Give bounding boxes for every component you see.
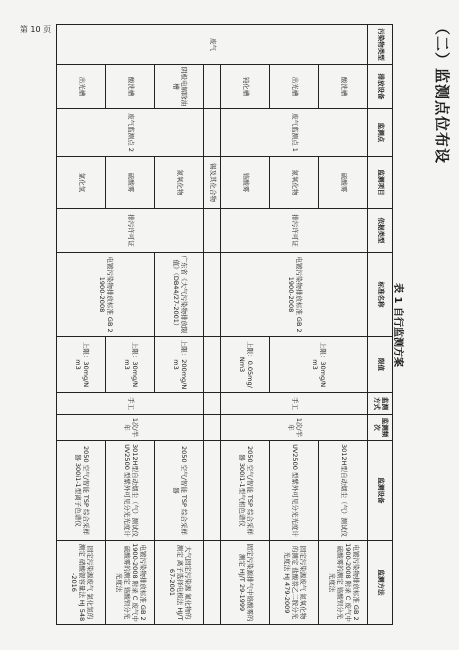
cell-item: 氮氧化物: [155, 157, 204, 209]
header-device: 排放设备: [368, 65, 393, 109]
cell-limit: 上限：200mg/Nm3: [155, 337, 204, 393]
cell-method: 固定污染源废气 氯化氢的测定 硝酸银容量法 HJ 548-2016: [57, 541, 106, 625]
table-caption: 表 1 自行监测方案: [392, 283, 403, 367]
cell-basis-type: 排污许可证: [221, 209, 368, 253]
cell-device: 钝化槽: [221, 65, 270, 109]
cell-limit: 上限：30mg/Nm3: [106, 337, 155, 393]
section-title: （二）监测点位布设: [433, 20, 451, 165]
cell-limit: [204, 337, 221, 393]
cell-equipment: 2050 空气/智能 TSP 综合采样器 300i1-1型离子色谱仪: [57, 441, 106, 541]
cell-item: 锡及其化合物: [204, 157, 221, 209]
page-number: 第 10 页: [19, 25, 52, 35]
table-row: [319, 25, 368, 625]
cell-standard: 电镀污染物排放标准 GB 21900-2008: [221, 253, 368, 337]
cell-basis-type: 排污许可证: [57, 209, 204, 253]
header-method: 监测方法: [368, 541, 393, 625]
cell-device: 出光槽: [57, 65, 106, 109]
header-standard: 标准名称: [368, 253, 393, 337]
cell-frequency: 1次/半年: [221, 415, 368, 441]
cell-method: [204, 541, 221, 625]
cell-device: 酸洗槽: [106, 65, 155, 109]
cell-mode: 手工: [57, 393, 204, 415]
cell-equipment: 2050 空气/智能 TSP 综合采样器 300i1-1型气相色谱仪: [221, 441, 270, 541]
cell-frequency: 1次/半年: [57, 415, 204, 441]
cell-device: 酸洗槽: [319, 65, 368, 109]
cell-category: 废气: [57, 25, 368, 65]
cell-item: 氯化氢: [57, 157, 106, 209]
table-header-row: [368, 25, 393, 625]
cell-item: 氮氧化物: [270, 157, 319, 209]
header-equipment: 监测设备: [368, 441, 393, 541]
cell-point: 废气监测点 2: [57, 109, 204, 157]
header-mode: 监测方式: [368, 393, 393, 415]
cell-standard: 电镀污染物排放标准 GB 21900-2008: [57, 253, 155, 337]
cell-device: 阴极电解除油槽: [155, 65, 204, 109]
cell-mode: [204, 393, 221, 415]
cell-limit: 上限：30mg/Nm3: [270, 337, 368, 393]
header-limit: 限值: [368, 337, 393, 393]
cell-equipment: 2050 空气/智能 TSP 综合采样器: [155, 441, 204, 541]
cell-device: 出光槽: [270, 65, 319, 109]
cell-item: 硫酸雾: [106, 157, 155, 209]
cell-device: [204, 65, 221, 109]
table-row: [204, 25, 221, 625]
monitoring-table: [56, 24, 393, 625]
cell-method: 大气固定污染源 氟化物的测定 离子选择电极法 HJ/T 67-2001: [155, 541, 204, 625]
cell-limit: 上限：30mg/Nm3: [57, 337, 106, 393]
cell-frequency: [204, 415, 221, 441]
header-pollutant-type: 污染物类型: [368, 25, 393, 65]
cell-standard: [204, 253, 221, 337]
cell-limit: 上限：0.05mg/Nm3: [221, 337, 270, 393]
cell-method: 固定污染源排气中铬酸雾的测定 HJ/T 29-1999: [221, 541, 270, 625]
header-basis-type: 依据类型: [368, 209, 393, 253]
cell-method: 电镀污染物排放标准 GB 21900-2008 附录 C 废气中硫酸雾的测定 铬酸钡分光光度法: [319, 541, 368, 625]
cell-item: 铬酸雾: [221, 157, 270, 209]
cell-method: 电镀污染物排放标准 GB 21900-2008 附录 C 废气中硫酸雾的测定 铬酸钡分光光度法: [106, 541, 155, 625]
header-point: 监测点: [368, 109, 393, 157]
table-row: [155, 25, 204, 625]
cell-equipment: [204, 441, 221, 541]
cell-point: [204, 109, 221, 157]
cell-method: 固定污染源废气 氮氧化物的测定 盐酸萘乙二胺分光光度法 HJ 479-2009: [270, 541, 319, 625]
cell-item: 硫酸雾: [319, 157, 368, 209]
cell-point: 废气监测点 1: [221, 109, 368, 157]
cell-equipment: 3012H型自动烟尘（气）测试仪 UV2500 型紫外可见分光光度计: [106, 441, 155, 541]
header-item: 监测项目: [368, 157, 393, 209]
cell-standard: 广东省《大气污染物排放限值》（DB44/27-2001）: [155, 253, 204, 337]
cell-basis-type: [204, 209, 221, 253]
cell-equipment: UV2500 型紫外可见分光光度计: [270, 441, 319, 541]
cell-equipment: 3012H型自动烟尘（气）测试仪: [319, 441, 368, 541]
cell-mode: 手工: [221, 393, 368, 415]
header-frequency: 监测频次: [368, 415, 393, 441]
